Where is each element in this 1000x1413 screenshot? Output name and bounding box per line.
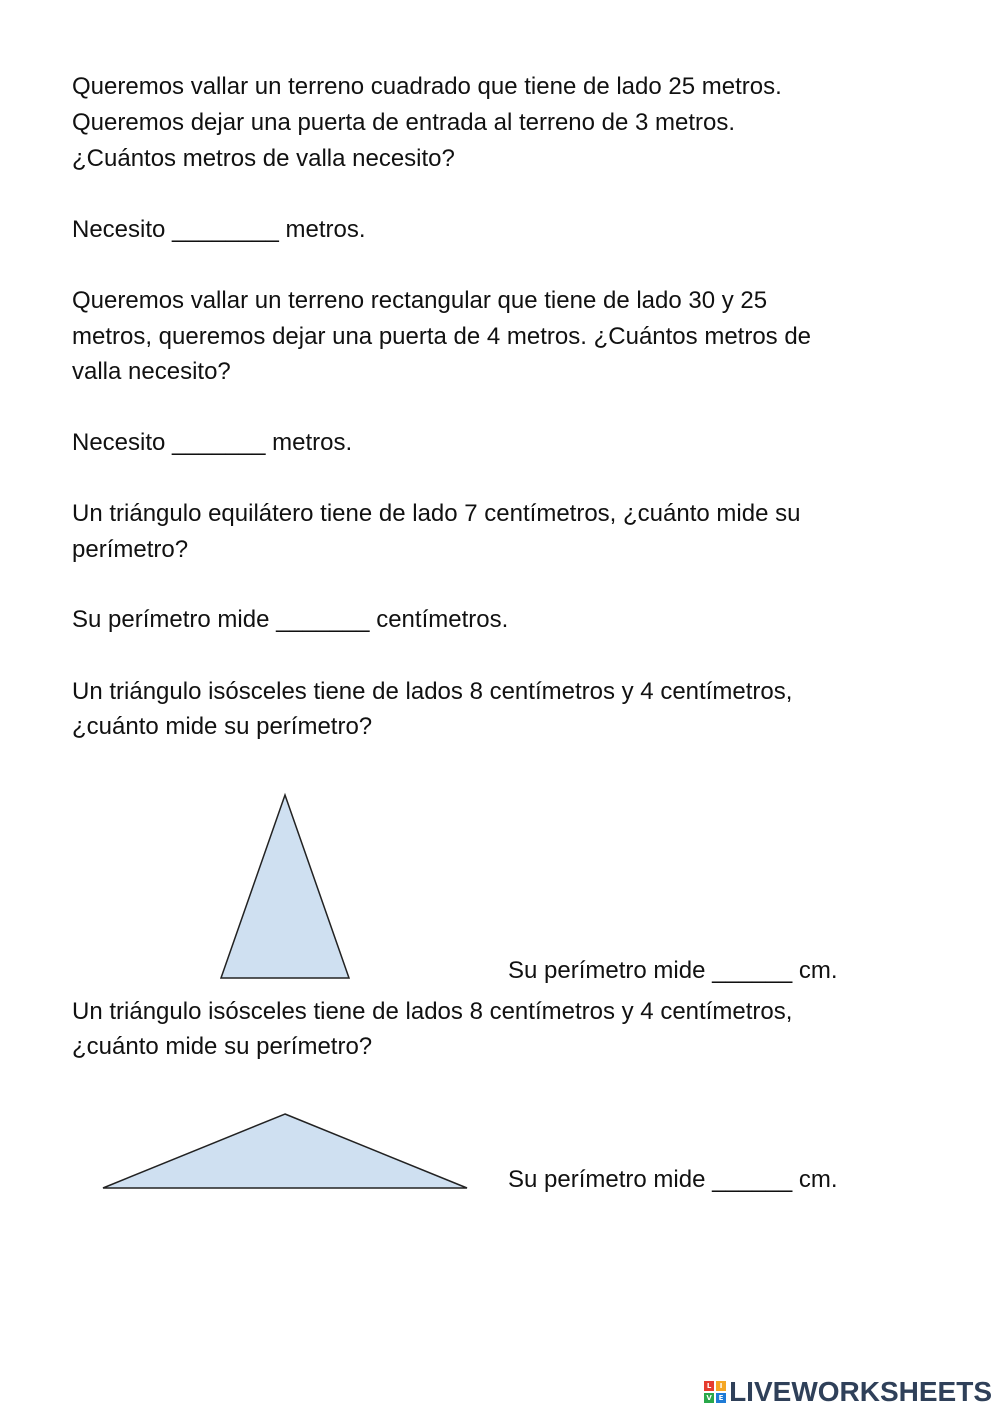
- problem-2-line-1: Queremos vallar un terreno rectangular que tiene de lado 30 y 25: [72, 287, 768, 314]
- problem-4-answer: [508, 953, 838, 988]
- problem-1-line-3: ¿Cuántos metros de valla necesito?: [72, 145, 455, 172]
- answer-suffix: metros.: [285, 216, 366, 243]
- wide-triangle-shape: [103, 1114, 467, 1188]
- problem-4-line-2: ¿cuánto mide su perímetro?: [72, 713, 373, 740]
- problem-5-answer: [508, 1162, 838, 1197]
- answer-suffix: cm.: [798, 1166, 838, 1193]
- problem-1-line-1: Queremos vallar un terreno cuadrado que tiene de lado 25 metros.: [72, 73, 782, 100]
- answer-suffix: metros.: [272, 429, 353, 456]
- logo-letter-e: E: [716, 1393, 726, 1403]
- liveworksheets-logo[interactable]: [704, 1375, 992, 1409]
- answer-prefix: Su perímetro mide: [72, 606, 270, 633]
- problem-3-answer: [72, 602, 508, 637]
- answer-prefix: Su perímetro mide: [508, 1166, 706, 1193]
- problem-1-answer: [72, 212, 366, 247]
- answer-prefix: Su perímetro mide: [508, 957, 706, 984]
- problem-2-answer: [72, 425, 352, 460]
- problem-4-line-1: Un triángulo isósceles tiene de lados 8 centímetros y 4 centímetros,: [72, 678, 793, 705]
- wide-isosceles-triangle: [95, 1105, 475, 1195]
- logo-text: LIVEWORKSHEETS: [729, 1376, 992, 1407]
- answer-blank[interactable]: ______: [712, 1166, 793, 1193]
- problem-2-line-2: metros, queremos dejar una puerta de 4 metros. ¿Cuántos metros de: [72, 323, 812, 350]
- tall-isosceles-triangle: [210, 785, 360, 985]
- answer-blank[interactable]: ________: [172, 216, 279, 243]
- problem-2-line-3: valla necesito?: [72, 358, 231, 385]
- logo-mark-icon: [704, 1381, 726, 1403]
- logo-letter-i: I: [716, 1381, 726, 1391]
- answer-prefix: Necesito: [72, 216, 166, 243]
- answer-prefix: Necesito: [72, 429, 166, 456]
- problem-5-line-1: Un triángulo isósceles tiene de lados 8 centímetros y 4 centímetros,: [72, 998, 793, 1025]
- logo-letter-v: V: [704, 1393, 714, 1403]
- answer-blank[interactable]: ______: [712, 957, 793, 984]
- problem-5-line-2: ¿cuánto mide su perímetro?: [72, 1033, 373, 1060]
- problem-3-line-1: Un triángulo equilátero tiene de lado 7 centímetros, ¿cuánto mide su: [72, 500, 801, 527]
- answer-blank[interactable]: _______: [276, 606, 370, 633]
- answer-suffix: cm.: [798, 957, 838, 984]
- answer-suffix: centímetros.: [376, 606, 509, 633]
- problem-1-line-2: Queremos dejar una puerta de entrada al terreno de 3 metros.: [72, 109, 736, 136]
- answer-blank[interactable]: _______: [172, 429, 266, 456]
- logo-letter-l: L: [704, 1381, 714, 1391]
- tall-triangle-shape: [221, 795, 349, 978]
- problem-3-line-2: perímetro?: [72, 536, 189, 563]
